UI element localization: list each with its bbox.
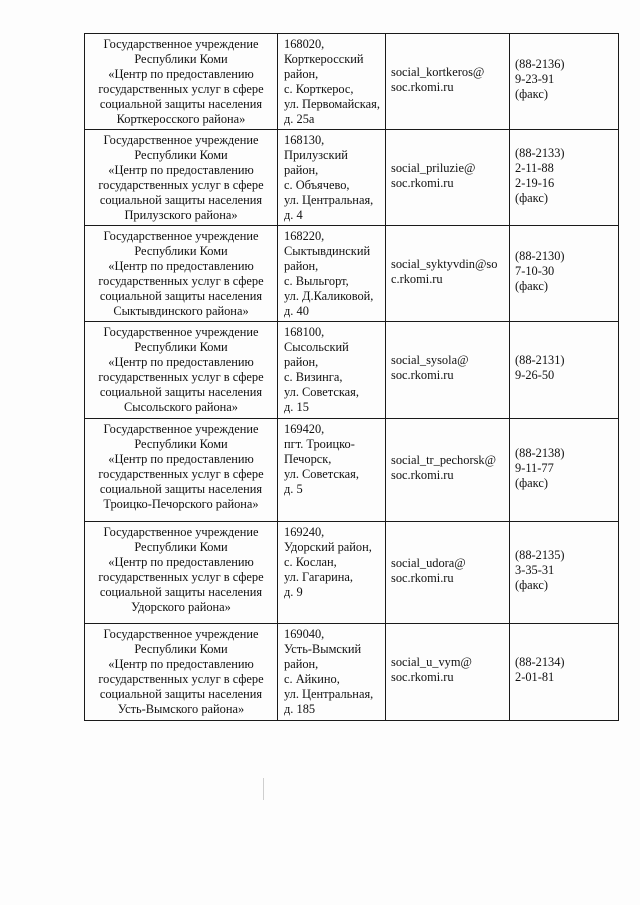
name-line: Республики Коми	[134, 52, 228, 66]
name-line: «Центр по предоставлению	[108, 259, 254, 273]
name-line: «Центр по предоставлению	[108, 452, 254, 466]
phone-cell: (88-2138) 9-11-77 (факс)	[510, 419, 619, 522]
name-line: Троицко-Печорского района»	[103, 497, 259, 511]
name-line: социальной защиты населения	[99, 193, 263, 207]
email-cell: social_syktyvdin@so c.rkomi.ru	[386, 226, 510, 322]
email-cell: social_sysola@ soc.rkomi.ru	[386, 322, 510, 419]
phone-cell: (88-2131) 9-26-50	[510, 322, 619, 419]
name-line: социальной защиты населения	[99, 687, 263, 701]
name-line: «Центр по предоставлению	[108, 657, 254, 671]
institution-name-cell	[85, 130, 278, 226]
address-cell: 168100, Сысольский район, с. Визинга, ул. Советская, д. 15	[278, 322, 386, 419]
table-row	[85, 522, 619, 624]
name-line: Государственное учреждение	[103, 133, 259, 147]
institution-name-cell	[85, 624, 278, 721]
name-line: Государственное учреждение	[103, 325, 259, 339]
address-cell: 168220, Сыктывдинский район, с. Выльгорт, ул. Д.Каликовой, д. 40	[278, 226, 386, 322]
name-line: Удорского района»	[131, 600, 231, 614]
name-line: Государственное учреждение	[103, 37, 259, 51]
name-line: Республики Коми	[134, 340, 228, 354]
phone-cell: (88-2130) 7-10-30 (факс)	[510, 226, 619, 322]
name-line: государственных услуг в сфере	[98, 82, 264, 96]
name-line: «Центр по предоставлению	[108, 355, 254, 369]
name-line: государственных услуг в сфере	[98, 370, 264, 384]
name-line: социальной защиты населения	[99, 482, 263, 496]
name-line: Сыктывдинского района»	[113, 304, 249, 318]
name-line: социальной защиты населения	[99, 97, 263, 111]
name-line: социальной защиты населения	[99, 289, 263, 303]
name-line: государственных услуг в сфере	[98, 672, 264, 686]
name-line: «Центр по предоставлению	[108, 163, 254, 177]
table-row	[85, 419, 619, 522]
institution-name-cell	[85, 226, 278, 322]
name-line: социальной защиты населения	[99, 385, 263, 399]
institution-name-cell	[85, 522, 278, 624]
table-row	[85, 226, 619, 322]
name-line: Усть-Вымского района»	[117, 702, 245, 716]
name-line: социальной защиты населения	[99, 585, 263, 599]
table-row	[85, 130, 619, 226]
name-line: Государственное учреждение	[103, 525, 259, 539]
phone-cell: (88-2135) 3-35-31 (факс)	[510, 522, 619, 624]
name-line: Республики Коми	[134, 642, 228, 656]
email-cell: social_u_vym@ soc.rkomi.ru	[386, 624, 510, 721]
name-line: Корткеросского района»	[116, 112, 246, 126]
name-line: государственных услуг в сфере	[98, 467, 264, 481]
name-line: государственных услуг в сфере	[98, 570, 264, 584]
table-row	[85, 322, 619, 419]
address-cell: 169420, пгт. Троицко- Печорск, ул. Советская, д. 5	[278, 419, 386, 522]
name-line: «Центр по предоставлению	[108, 555, 254, 569]
phone-cell: (88-2136) 9-23-91 (факс)	[510, 34, 619, 130]
institution-name-cell	[85, 419, 278, 522]
institutions-table	[84, 33, 619, 721]
name-line: Республики Коми	[134, 244, 228, 258]
name-line: Государственное учреждение	[103, 229, 259, 243]
email-cell: social_priluzie@ soc.rkomi.ru	[386, 130, 510, 226]
name-line: Государственное учреждение	[103, 627, 259, 641]
name-line: Прилузского района»	[124, 208, 238, 222]
address-cell: 169040, Усть-Вымский район, с. Айкино, ул. Центральная, д. 185	[278, 624, 386, 721]
name-line: Сысольского района»	[124, 400, 238, 414]
table-row	[85, 34, 619, 130]
institution-name-cell	[85, 322, 278, 419]
email-cell: social_udora@ soc.rkomi.ru	[386, 522, 510, 624]
name-line: Республики Коми	[134, 437, 228, 451]
address-cell: 168020, Корткеросский район, с. Корткерос, ул. Первомайская, д. 25а	[278, 34, 386, 130]
name-line: государственных услуг в сфере	[98, 274, 264, 288]
scan-mark	[263, 778, 264, 800]
phone-cell: (88-2134) 2-01-81	[510, 624, 619, 721]
name-line: Республики Коми	[134, 148, 228, 162]
email-cell: social_kortkeros@ soc.rkomi.ru	[386, 34, 510, 130]
name-line: «Центр по предоставлению	[108, 67, 254, 81]
institution-name-cell	[85, 34, 278, 130]
name-line: Государственное учреждение	[103, 422, 259, 436]
name-line: государственных услуг в сфере	[98, 178, 264, 192]
name-line: Республики Коми	[134, 540, 228, 554]
email-cell: social_tr_pechorsk@ soc.rkomi.ru	[386, 419, 510, 522]
table-row	[85, 624, 619, 721]
address-cell: 168130, Прилузский район, с. Объячево, ул. Центральная, д. 4	[278, 130, 386, 226]
address-cell: 169240, Удорский район, с. Кослан, ул. Гагарина, д. 9	[278, 522, 386, 624]
phone-cell: (88-2133) 2-11-88 2-19-16 (факс)	[510, 130, 619, 226]
